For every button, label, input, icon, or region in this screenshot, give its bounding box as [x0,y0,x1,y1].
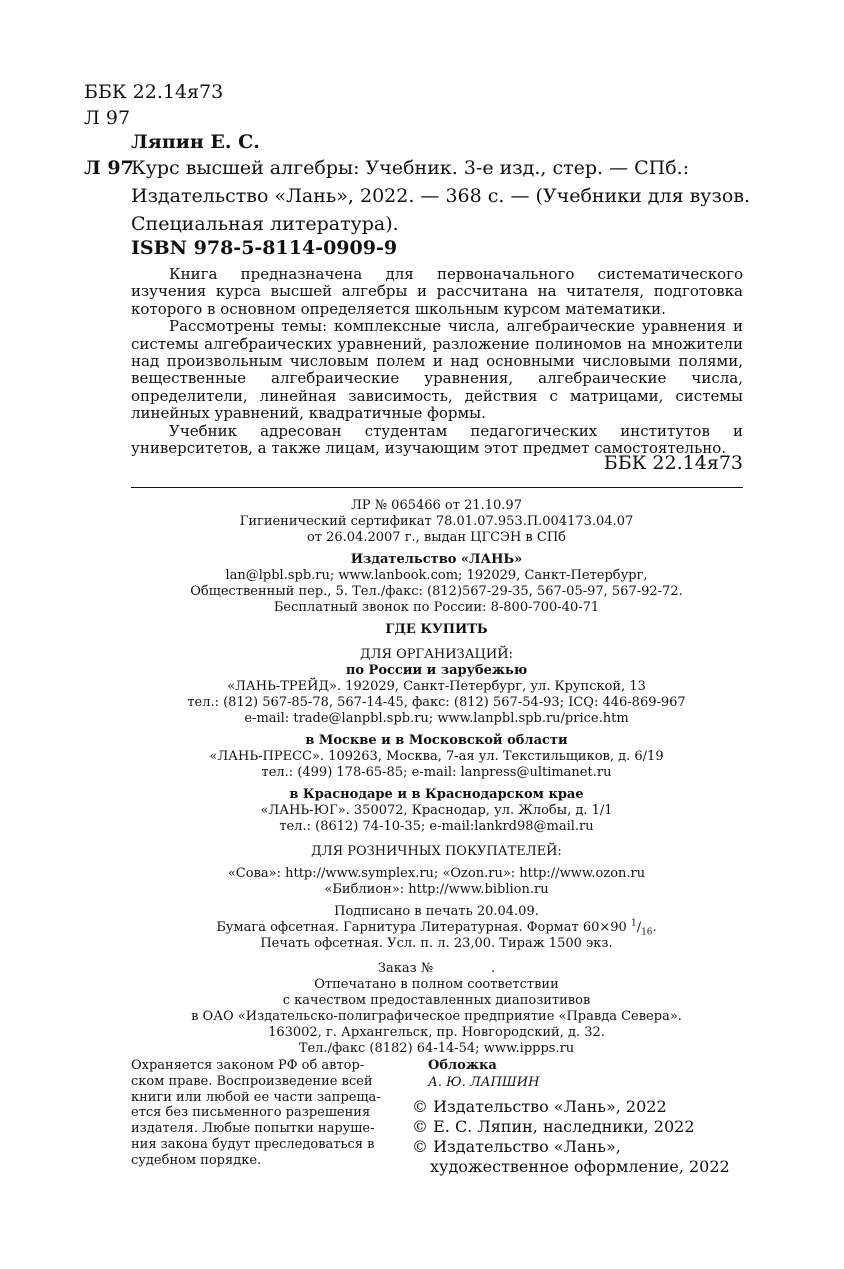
copyright-line: © Е. С. Ляпин, наследники, 2022 [412,1117,695,1136]
author-mark-2: Л 97 [84,157,134,179]
org-line: тел.: (812) 567-85-78, 567-14-45, факс: (812) 567-54-93; ICQ: 446-869-967 [187,695,686,710]
license-line: от 26.04.2007 г., выдан ЦГСЭН в СПб [306,530,566,545]
retail-line: «Библион»: http://www.biblion.ru [324,882,549,897]
printer-line: с качеством предоставленных диапозитивов [282,993,591,1008]
cover-designer: А. Ю. ЛАПШИН [428,1075,540,1090]
org-line: e-mail: trade@lanpbl.spb.ru; www.lanpbl.spb.ru/price.htm [244,711,629,726]
annotation [131,266,743,457]
format-denominator: 16 [641,927,653,938]
order-number: Заказ № . [377,961,496,976]
notice-line: ния закона будут преследоваться в [131,1136,375,1152]
moscow-heading: в Москве и в Московской области [305,733,568,748]
description-line: Специальная литература). [131,213,399,235]
isbn: ISBN 978-5-8114-0909-9 [131,237,398,259]
copyright-line: © Издательство «Лань», 2022 [412,1097,667,1116]
moscow-line: «ЛАНЬ-ПРЕСС». 109263, Москва, 7-ая ул. Текстильщиков, д. 6/19 [209,749,664,764]
annotation-paragraph: Учебник адресован студентам педагогических институтов и университетов, а также лицам, изучающим этот предмет самостоятельно. [131,421,743,458]
license-line: Гигиенический сертификат 78.01.07.953.П.004173.04.07 [239,514,634,529]
format-numerator: 1 [630,918,637,929]
author-mark: Л 97 [84,107,131,129]
publisher-title: Издательство «ЛАНЬ» [350,552,523,567]
copyright-notice [131,1058,381,1169]
publisher-line: Бесплатный звонок по России: 8-800-700-40-71 [273,600,600,615]
license-line: ЛР № 065466 от 21.10.97 [351,498,522,513]
signed-to-print: Подписано в печать 20.04.09. [334,904,539,919]
author-name: Ляпин Е. С. [131,131,260,153]
cover-title: Обложка [428,1058,497,1073]
org-heading: ДЛЯ ОРГАНИЗАЦИЙ: [360,647,513,662]
notice-line: судебном порядке. [131,1152,262,1168]
publisher-line: Общественный пер., 5. Тел./факс: (812)567-29-35, 567-05-97, 567-92-72. [190,584,683,599]
copyrights [412,1097,730,1177]
org-line: «ЛАНЬ-ТРЕЙД». 192029, Санкт-Петербург, ул. Крупской, 13 [227,679,646,694]
where-to-buy-heading: ГДЕ КУПИТЬ [385,622,488,637]
print-info: Печать офсетная. Усл. п. л. 23,00. Тираж 1500 экз. [260,936,613,951]
notice-line: Охраняется законом РФ об автор- [131,1058,365,1073]
notice-line: ется без письменного разрешения [131,1105,371,1121]
paper-format-text: Бумага офсетная. Гарнитура Литературная. Формат 60×90 [216,920,627,935]
printer-line: 163002, г. Архангельск, пр. Новгородский, д. 32. [268,1025,605,1040]
annotation-paragraph: Книга предназначена для первоначального систематического изучения курса высшей алгебры и рассчитана на читателя, подготовка которого в основном определяется школьным курсом математики. [131,265,743,318]
org-subheading: по России и зарубежью [345,663,528,678]
krasnodar-heading: в Краснодаре и в Краснодарском крае [289,787,584,802]
krasnodar-line: тел.: (8612) 74-10-35; e-mail:lankrd98@mail.ru [279,819,594,834]
printer-line: в ОАО «Издательско-полиграфическое предприятие «Правда Севера». [191,1009,682,1024]
copyright-line: © Издательство «Лань», [412,1137,621,1156]
bbk-index: ББК 22.14я73 [84,81,224,103]
bibliographic-description [131,154,750,238]
retail-heading: ДЛЯ РОЗНИЧНЫХ ПОКУПАТЕЛЕЙ: [311,844,562,859]
annotation-paragraph: Рассмотрены темы: комплексные числа, алгебраические уравнения и системы алгебраических уравнений, разложение полиномов на множители над произвольным числовым полем и над основными числовыми полями, вещественные алгебраические уравнения, алгебраические числа, определители, линейная зависимость, действия с матрицами, системы линейных уравнений, квадратичные формы. [131,317,743,423]
notice-line: ском праве. Воспроизведение всей [131,1073,373,1089]
krasnodar-line: «ЛАНЬ-ЮГ». 350072, Краснодар, ул. Жлобы, д. 1/1 [260,803,613,818]
copyright-line: художественное оформление, 2022 [430,1157,730,1176]
retail-line: «Сова»: http://www.symplex.ru; «Ozon.ru»: http://www.ozon.ru [227,866,646,881]
imprint [130,498,743,1057]
printer-line: Тел./факс (8182) 64-14-54; www.ippps.ru [298,1041,575,1056]
paper-format: Бумага офсетная. Гарнитура Литературная. Формат 60×90 $^1/_{16}$. [216,918,657,938]
publisher-line: lan@lpbl.spb.ru; www.lanbook.com; 192029, Санкт-Петербург, [225,568,648,583]
divider [131,487,743,488]
moscow-line: тел.: (499) 178-65-85; e-mail: lanpress@ultimanet.ru [261,765,612,780]
notice-line: книги или любой ее части запреща- [131,1089,381,1105]
description-line: Издательство «Лань», 2022. — 368 с. — (Учебники для вузов. [131,185,751,207]
bbk-index-bottom: ББК 22.14я73 [603,452,743,474]
notice-line: издателя. Любые попытки наруше- [131,1121,375,1137]
description-line: Курс высшей алгебры: Учебник. 3-е изд., стер. — СПб.: [131,157,690,179]
printer-line: Отпечатано в полном соответствии [314,977,559,992]
